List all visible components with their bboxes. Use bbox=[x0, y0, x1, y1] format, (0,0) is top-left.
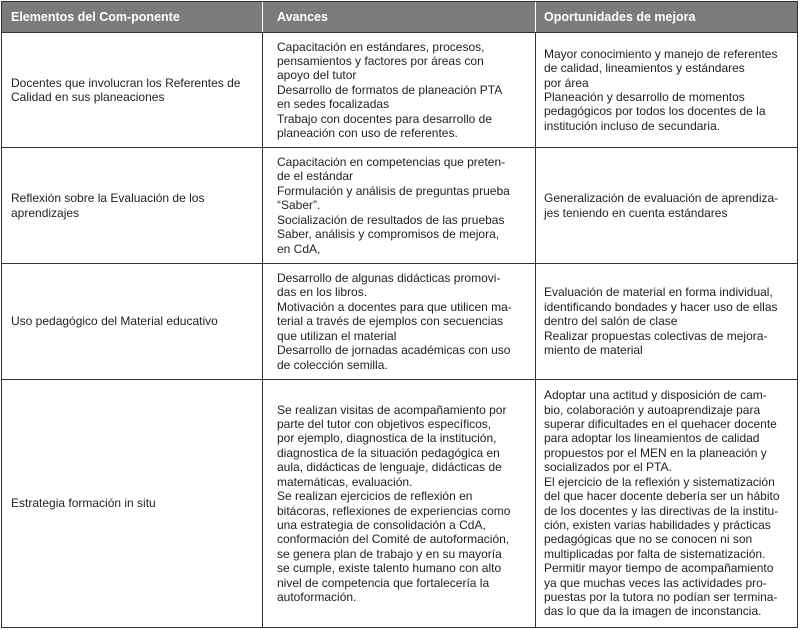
cell-text-line: una estrategia de consolidación a CdA, bbox=[277, 517, 486, 532]
cell-text-line: jes teniendo en cuenta estándares bbox=[544, 205, 728, 220]
cell-text-line: pensamientos y factores por áreas con bbox=[277, 53, 484, 68]
cell-text-line: Formulación y análisis de preguntas prueba bbox=[277, 183, 510, 198]
cell-text-line: Permitir mayor tiempo de acompañamiento bbox=[544, 561, 774, 576]
cell-text-line: aprendizajes bbox=[11, 205, 80, 220]
cell-text-line: de colección semilla. bbox=[277, 357, 388, 372]
cell-text-line: Capacitación en competencias que preten- bbox=[277, 155, 506, 170]
cell-text-line: “Saber”. bbox=[277, 198, 321, 213]
cell-text-line: nivel de competencia que fortalecería la bbox=[277, 575, 490, 590]
element-cell bbox=[2, 380, 263, 627]
cell-text-line: Adoptar una actitud y disposición de cam- bbox=[544, 388, 767, 403]
cell-text-line: matemáticas, evaluación. bbox=[277, 474, 413, 489]
cell-text-line: Motivación a docentes para que utilicen ma- bbox=[277, 299, 512, 314]
cell-text-line: pedagógicas que no se conocen ni son bbox=[544, 532, 753, 547]
cell-text-line: Docentes que involucran los Referentes de bbox=[11, 75, 241, 90]
cell-text-line: en CdA, bbox=[277, 241, 321, 256]
cell-text-line: parte del tutor con objetivos específicos, bbox=[277, 417, 492, 432]
oportunidades-cell bbox=[536, 33, 797, 147]
cell-text-line: ción, existen varias habilidades y prácticas bbox=[544, 517, 771, 532]
cell-text-line: Desarrollo de algunas didácticas promovi- bbox=[277, 271, 501, 286]
avances-cell bbox=[263, 33, 536, 147]
oportunidades-cell bbox=[536, 380, 797, 627]
cell-text-line: Calidad en sus planeaciones bbox=[11, 90, 165, 104]
cell-text-line: Generalización de evaluación de aprendiza- bbox=[544, 191, 779, 206]
cell-text-line: Planeación y desarrollo de momentos bbox=[544, 90, 745, 104]
cell-text-line: ya que muchas veces las actividades pro- bbox=[544, 575, 767, 590]
table-header bbox=[2, 2, 797, 33]
table-row bbox=[2, 264, 797, 380]
cell-text-line: miento de material bbox=[544, 343, 643, 358]
element-cell bbox=[2, 264, 263, 379]
avances-cell bbox=[263, 380, 536, 627]
cell-text-line: del que hacer docente debería ser un hábito bbox=[544, 489, 780, 504]
oportunidades-cell bbox=[536, 148, 797, 263]
cell-text-line: se genera plan de trabajo y en su mayoría bbox=[277, 546, 502, 561]
cell-text-line: para adoptar los lineamientos de calidad bbox=[544, 431, 760, 446]
cell-text-line: apoyo del tutor bbox=[277, 68, 357, 83]
cell-text-line: Trabajo con docentes para desarrollo de bbox=[277, 111, 493, 126]
cell-text-line: Socialización de resultados de las pruebas bbox=[277, 212, 505, 227]
cell-text-line: Estrategia formación in situ bbox=[11, 496, 156, 511]
table-row bbox=[2, 380, 797, 627]
cell-text-line: propuestos por el MEN en la planeación y bbox=[544, 445, 767, 460]
cell-text-line: institución incluso de secundaria. bbox=[544, 118, 721, 133]
header-oportunidades: Oportunidades de mejora bbox=[544, 9, 696, 24]
header-elementos: Elementos del Com-ponente bbox=[2, 2, 263, 32]
cell-text-line: Reflexión sobre la Evaluación de los bbox=[11, 191, 205, 206]
cell-text-line: terial a través de ejemplos con secuencias bbox=[277, 314, 504, 329]
element-cell bbox=[2, 148, 263, 263]
cell-text-line: de el estándar bbox=[277, 169, 354, 184]
cell-text-line: conformación del Comité de autoformación, bbox=[277, 532, 510, 547]
table-row bbox=[2, 148, 797, 264]
cell-text-line: por área bbox=[544, 75, 589, 90]
cell-text-line: superar dificultades en el quehacer docente bbox=[544, 417, 777, 432]
cell-text-line: se cumple, existe talento humano con alto bbox=[277, 561, 502, 576]
cell-text-line: Uso pedagógico del Material educativo bbox=[11, 314, 218, 329]
cell-text-line: El ejercicio de la reflexión y sistematización bbox=[544, 474, 775, 489]
cell-text-line: Mayor conocimiento y manejo de referentes bbox=[544, 46, 778, 61]
cell-text-line: Se realizan ejercicios de reflexión en bbox=[277, 489, 473, 504]
cell-text-line: das lo que da la imagen de inconstancia. bbox=[544, 604, 762, 619]
cell-text-line: planeación con uso de referentes. bbox=[277, 126, 458, 141]
cell-text-line: de los docentes y las directivas de la institu- bbox=[544, 503, 779, 518]
cell-text-line: Desarrollo de formatos de planeación PTA bbox=[277, 82, 503, 97]
cell-text-line: puestas por la tutora no podían ser termina- bbox=[544, 589, 778, 604]
cell-text-line: identificando bondades y hacer uso de ellas bbox=[544, 299, 778, 314]
cell-text-line: socializados por el PTA. bbox=[544, 460, 672, 475]
cell-text-line: das en los libros. bbox=[277, 285, 368, 300]
cell-text-line: pedagógicos por todos los docentes de la bbox=[544, 104, 766, 119]
components-table bbox=[1, 1, 798, 628]
table-row bbox=[2, 33, 797, 148]
header-avances: Avances bbox=[263, 2, 536, 32]
cell-text-line: que utilizan el material bbox=[277, 328, 397, 343]
cell-text-line: Realizar propuestas colectivas de mejora- bbox=[544, 328, 768, 343]
cell-text-line: Desarrollo de jornadas académicas con uso bbox=[277, 343, 511, 358]
cell-text-line: dentro del salón de clase bbox=[544, 314, 678, 329]
avances-cell bbox=[263, 148, 536, 263]
cell-text-line: diagnostica de la situación pedagógica en bbox=[277, 445, 500, 460]
oportunidades-cell bbox=[536, 264, 797, 379]
cell-text-line: bio, colaboración y autoaprendizaje para bbox=[544, 402, 761, 417]
cell-text-line: por ejemplo, diagnostica de la institución, bbox=[277, 431, 497, 446]
cell-text-line: en sedes focalizadas bbox=[277, 97, 390, 112]
avances-cell bbox=[263, 264, 536, 379]
cell-text-line: de calidad, lineamientos y estándares bbox=[544, 61, 745, 76]
cell-text-line: multiplicadas por falta de sistematización. bbox=[544, 546, 766, 561]
cell-text-line: aula, didácticas de lenguaje, didácticas de bbox=[277, 460, 502, 475]
cell-text-line: autoformación. bbox=[277, 589, 357, 604]
cell-text-line: bitácoras, reflexiones de experiencias como bbox=[277, 503, 511, 518]
element-cell bbox=[2, 33, 263, 147]
cell-text-line: Capacitación en estándares, procesos, bbox=[277, 39, 485, 54]
cell-text-line: Se realizan visitas de acompañamiento por bbox=[277, 402, 507, 417]
cell-text-line: Evaluación de material en forma individual, bbox=[544, 285, 773, 300]
cell-text-line: Saber, análisis y compromisos de mejora, bbox=[277, 227, 500, 242]
